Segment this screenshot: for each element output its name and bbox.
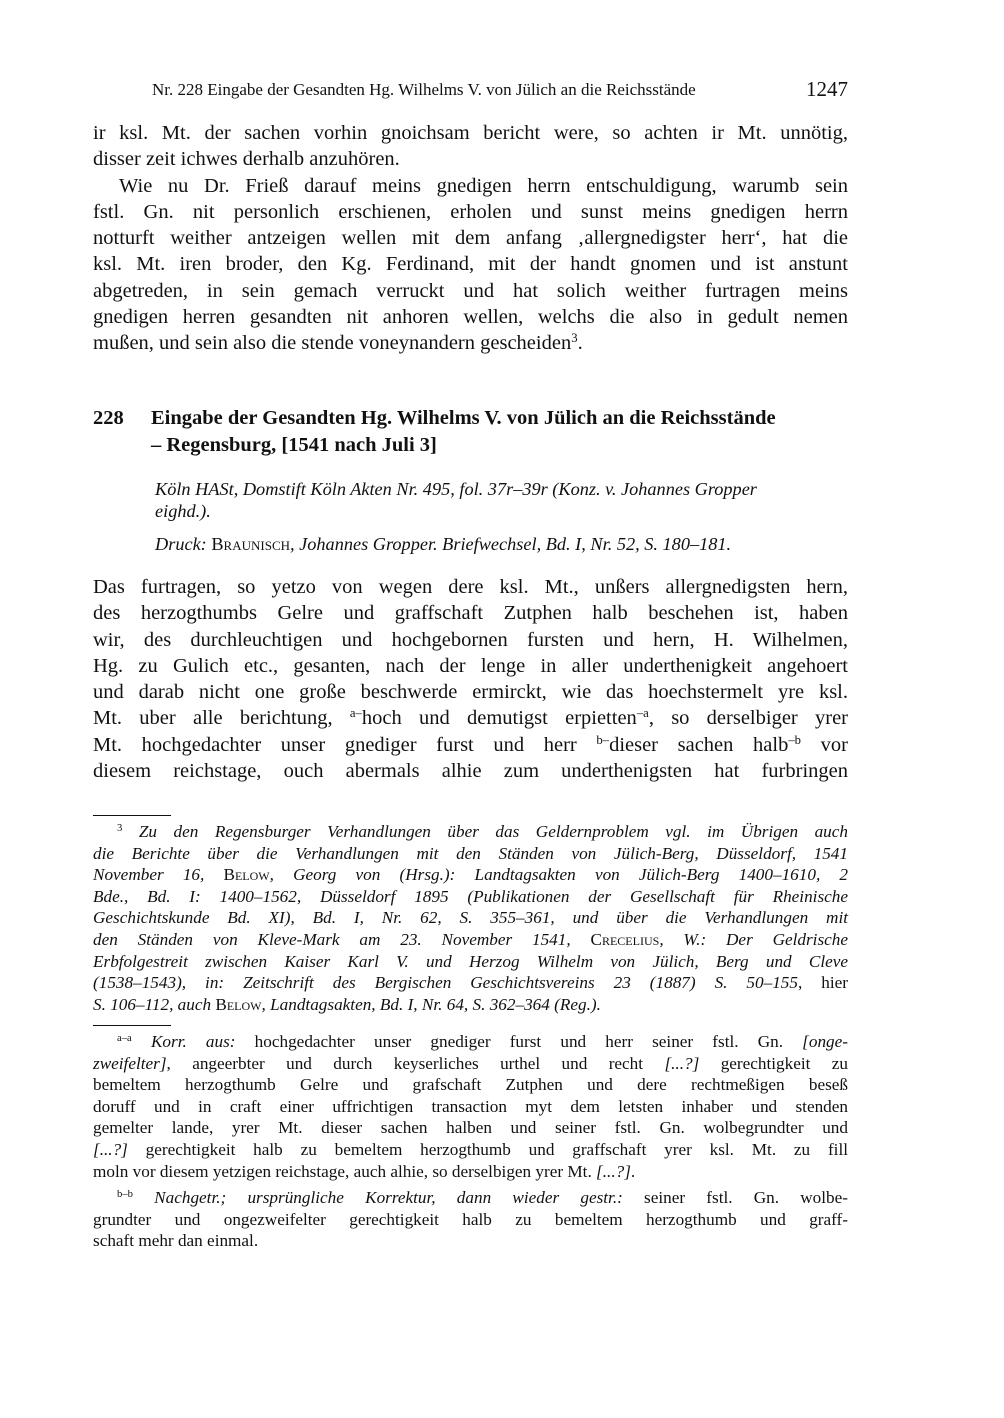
text-segment: grundter und ongezweifelter gerechtigkeit halb zu bemeltem herzogthumb und graff- [93,1209,848,1229]
text-line [93,1161,848,1183]
note-marker: 3 [117,823,123,835]
text-line [93,574,848,600]
text-line [93,1096,848,1118]
text-segment: , angeerbter und durch keyserliches urthel und recht [166,1053,665,1073]
text-segment: Zu den Regensburger Verhandlungen über das Geldernproblem vgl. im Übrigen auch [122,822,848,841]
source-note [155,478,848,555]
text-segment: . [577,332,583,355]
text-segment: Nachgetr.; ursprüngliche Korrektur, dann wieder gestr.: [132,1188,623,1208]
text-critical-footnotes [93,1031,848,1252]
text-line [93,758,848,784]
text-segment: fstl. Gn. nit personlich erschienen, erholen und sunst meins gnedigen herrn [93,200,848,223]
text-segment: , hier [798,973,848,993]
text-segment: gerechtigkeit zu [699,1053,848,1073]
text-segment: wir, des durchleuchtigen und hochgebornen fursten und hern, H. Wilhelmen, [93,628,848,651]
text-segment: hochgedachter unser gnediger furst und herr seiner fstl. Gn. [235,1032,803,1051]
text-line [93,330,848,356]
text-segment: Korr. aus: [131,1032,236,1051]
text-line [93,929,848,951]
text-segment: , W.: Der Geldrische [659,929,848,949]
text-segment: seiner fstl. Gn. wolbe- [622,1188,848,1208]
text-segment: gerechtigkeit halb zu bemeltem herzogthumb und graffschaft yrer ksl. Mt. zu fill [127,1139,848,1159]
note-marker: a–a [117,1033,132,1045]
text-segment: Wie nu Dr. Frieß darauf meins gnedigen herrn entschuldigung, warumb sein [119,174,848,197]
text-line [93,679,848,705]
text-segment: [...?] [93,1139,128,1159]
text-segment: ir ksl. Mt. der sachen vorhin gnoichsam bericht were, so achten ir Mt. unnötig, [93,122,848,144]
text-line [93,304,848,330]
text-line [93,951,848,973]
text-segment: [onge- [802,1032,848,1051]
text-line [93,225,848,251]
text-segment: Hg. zu Gulich etc., gesanten, nach der lenge in aller underthenigkeit angehoert [93,654,848,677]
text-segment: Mt. uber alle berichtung, [93,707,350,730]
text-line [93,1187,848,1209]
main-text [93,574,848,784]
text-segment: Below [223,865,270,885]
text-line [93,907,848,929]
document-number: 228 [93,407,124,429]
source-line: eighd.). [155,501,211,521]
document-heading [93,405,853,459]
text-line [93,994,848,1016]
text-line [93,1053,848,1075]
text-line [93,1230,848,1252]
text-segment: , so derselbiger yrer [648,707,848,730]
document-title [151,405,853,459]
title-line: Eingabe der Gesandten Hg. Wilhelms V. von Jülich an die Reichsstände [151,407,776,429]
running-title: Nr. 228 Eingabe der Gesandten Hg. Wilhelms V. von Jülich an die Reichsstände [152,80,696,99]
text-line [93,705,848,731]
print-reference [155,533,848,555]
text-segment: Mt. hochgedachter unser gnediger furst und herr [93,733,597,756]
text-segment: zweifelter] [93,1053,167,1073]
text-line [93,278,848,304]
text-segment: gnedigen herren gesandten nit anhoren wellen, welchs die also in gedult nemen [93,306,848,329]
text-line [93,972,848,994]
footnote-3 [93,821,848,1015]
text-segment: Below [215,994,262,1014]
text-segment: mußen, und sein also die stende voneynandern gescheiden [93,332,572,355]
source-line: Köln HASt, Domstift Köln Akten Nr. 495, fol. 37r–39r (Konz. v. Johannes Gropper [155,479,757,499]
text-segment: ksl. Mt. iren broder, den Kg. Ferdinand, mit der handt gnomen und ist anstunt [93,253,848,276]
text-segment: den Ständen von Kleve-Mark am 23. November 1541, [93,929,591,949]
text-segment: und darab nicht one große beschwerde ermirckt, wie das hoechstermelt yre ksl. [93,681,848,704]
text-segment: abgetreden, in sein gemach verruckt und hat solich weither furtragen meins [93,279,848,302]
text-line [93,600,848,626]
note-marker: –b [788,732,802,747]
running-header [152,77,848,101]
text-line [93,821,848,843]
text-segment: schaft mehr dan einmal. [93,1231,259,1251]
text-segment: Geschichtskunde Bd. XI), Bd. I, Nr. 62, S. 355–361, und über die Verhandlungen mit [93,908,848,928]
text-segment: Das furtragen, so yetzo von wegen dere ksl. Mt., unßers allergnedigsten hern, [93,576,848,598]
text-segment: Bde., Bd. I: 1400–1562, Düsseldorf 1895 (Publikationen der Gesellschaft für Rheinische [93,886,848,906]
text-line [93,120,848,146]
text-segment: bemeltem herzogthumb Gelre und grafschaft Zutphen und dere rechtmeßigen beseß [93,1075,848,1095]
text-line [93,732,848,758]
text-line [93,653,848,679]
note-marker: 3 [571,331,578,346]
text-segment: diesem reichstage, ouch abermals alhie zum underthenigsten hat furbringen [93,760,848,783]
text-segment: notturft weither antzeigen wellen mit dem anfang ‚allergnedigster herr‘, hat die [93,227,848,250]
text-line [93,864,848,886]
text-segment: Crecelius [590,929,660,949]
text-line [93,1139,848,1161]
text-line [93,1031,848,1053]
text-segment: gemelter lande, yrer Mt. dieser sachen halben und seiner fstl. Gn. wolbegrundter und [93,1118,848,1138]
footnote-rule [93,1025,171,1026]
note-marker: a– [349,706,362,721]
previous-document-text [93,120,848,357]
druck-label: Druck: [155,534,207,554]
page-number: 1247 [806,77,848,101]
text-segment: des herzogthumbs Gelre und graffschaft Zutphen halb beschehen ist, haben [93,602,848,625]
text-line [93,251,848,277]
text-segment: (1538–1543), in: Zeitschrift des Bergischen Geschichtsvereins 23 (1887) S. 50–155 [93,973,798,993]
text-segment: [...?] [596,1161,631,1181]
text-segment: S. 106–112, auch [93,994,216,1014]
note-marker: b– [596,732,610,747]
text-line [93,1117,848,1139]
text-segment: vor [801,733,848,756]
text-line [93,1209,848,1231]
text-line [93,173,848,199]
text-segment: doruff und in craft einer uffrichtigen transaction myt dem letsten inhaber und stenden [93,1096,848,1116]
text-segment: hoch und demutigst erpietten [361,707,637,730]
note-marker: –a [636,706,649,721]
text-segment: , Landtagsakten, Bd. I, Nr. 64, S. 362–364 (Reg.). [261,994,601,1014]
text-segment: Erbfolgestreit zwischen Kaiser Karl V. und Herzog Wilhelm von Jülich, Berg und Cleve [93,951,848,971]
text-segment: die Berichte über die Verhandlungen mit den Ständen von Jülich-Berg, Düsseldorf, 1541 [93,843,848,863]
text-segment: moln vor diesem yetzigen reichstage, auch alhie, so derselbigen yrer Mt. [93,1161,597,1181]
text-line [93,843,848,865]
text-segment: [...?] [664,1053,700,1073]
text-segment: , Georg von (Hrsg.): Landtagsakten von Jülich-Berg 1400–1610, 2 [269,865,849,885]
druck-author: Braunisch [211,534,291,554]
text-segment: . [630,1161,636,1181]
text-line [93,146,848,172]
text-line [93,1074,848,1096]
text-line [93,627,848,653]
note-marker: b–b [117,1189,133,1201]
title-line: – Regensburg, [1541 nach Juli 3] [151,434,437,456]
footnote-rule [93,815,171,816]
text-segment: November 16, [93,865,224,885]
text-segment: dieser sachen halb [609,733,789,756]
text-line [93,886,848,908]
druck-reference: , Johannes Gropper. Briefwechsel, Bd. I, Nr. 52, S. 180–181. [290,534,732,554]
text-segment: disser zeit ichwes derhalb anzuhören. [93,148,400,171]
text-line [93,199,848,225]
